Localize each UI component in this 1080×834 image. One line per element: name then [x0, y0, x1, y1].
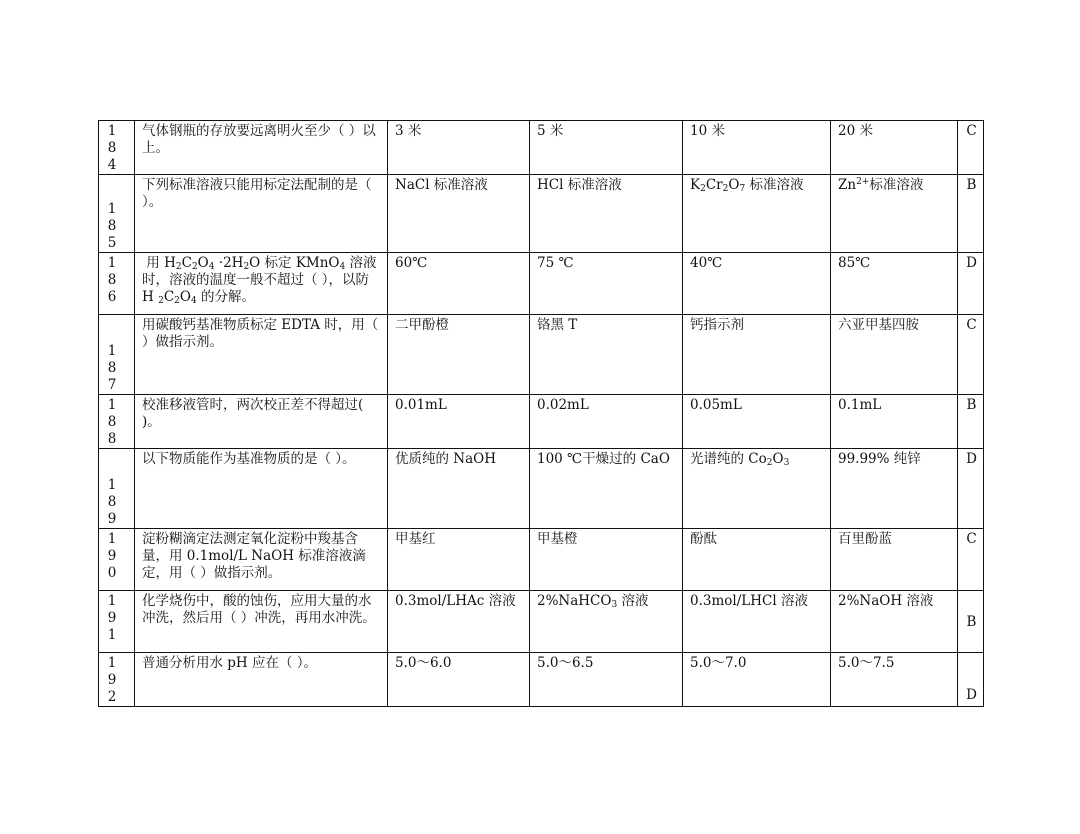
option-c: $K_2Cr_2O_7$ 标准溶液: [683, 175, 831, 253]
option-b: 75 ℃: [530, 253, 683, 315]
question-text: 普通分析用水 pH 应在（ ）。: [135, 653, 388, 707]
question-text: 化学烧伤中，酸的蚀伤，应用大量的水冲洗，然后用（ ）冲洗，再用水冲洗。: [135, 591, 388, 653]
option-d: 0.1mL: [831, 395, 958, 449]
option-b: 5.0～6.5: [530, 653, 683, 707]
option-b: 100 ℃干燥过的 CaO: [530, 449, 683, 529]
option-c: 酚酞: [683, 529, 831, 591]
option-b: 铬黑 T: [530, 315, 683, 395]
option-d: 百里酚蓝: [831, 529, 958, 591]
option-b: 0.02mL: [530, 395, 683, 449]
question-number: 189: [99, 449, 135, 529]
option-a: 5.0～6.0: [388, 653, 530, 707]
option-d: 20 米: [831, 121, 958, 175]
table-row: [99, 315, 984, 395]
question-text: 以下物质能作为基准物质的是（ ）。: [135, 449, 388, 529]
option-d: 85℃: [831, 253, 958, 315]
question-number: 190: [99, 529, 135, 591]
answer: C: [958, 121, 984, 175]
table-row: [99, 653, 984, 707]
table-row: [99, 121, 984, 175]
answer: D: [958, 253, 984, 315]
question-number: 185: [99, 175, 135, 253]
option-c: 光谱纯的 $Co_2O_3$: [683, 449, 831, 529]
question-text: 用碳酸钙基准物质标定 EDTA 时，用（ ）做指示剂。: [135, 315, 388, 395]
option-d: 99.99% 纯锌: [831, 449, 958, 529]
option-d: 六亚甲基四胺: [831, 315, 958, 395]
option-a: NaCl 标准溶液: [388, 175, 530, 253]
option-a: 60℃: [388, 253, 530, 315]
option-a: 优质纯的 NaOH: [388, 449, 530, 529]
answer: B: [958, 395, 984, 449]
table-row: [99, 529, 984, 591]
table-row: [99, 253, 984, 315]
table-row: [99, 395, 984, 449]
answer: B: [958, 591, 984, 653]
option-a: 0.3mol/LHAc 溶液: [388, 591, 530, 653]
question-number: 188: [99, 395, 135, 449]
option-b: 甲基橙: [530, 529, 683, 591]
option-a: 甲基红: [388, 529, 530, 591]
option-c: 10 米: [683, 121, 831, 175]
question-number: 187: [99, 315, 135, 395]
option-b: HCl 标准溶液: [530, 175, 683, 253]
option-c: 0.05mL: [683, 395, 831, 449]
option-b: 5 米: [530, 121, 683, 175]
option-c: 0.3mol/LHCl 溶液: [683, 591, 831, 653]
answer: C: [958, 315, 984, 395]
answer: B: [958, 175, 984, 253]
table-row: [99, 591, 984, 653]
option-a: 二甲酚橙: [388, 315, 530, 395]
question-text: 淀粉糊滴定法测定氧化淀粉中羧基含量，用 0.1mol/L NaOH 标准溶液滴定，用（ ）做指示剂。: [135, 529, 388, 591]
question-text: 气体钢瓶的存放要远离明火至少（ ）以上。: [135, 121, 388, 175]
question-text: 下列标准溶液只能用标定法配制的是（ ）。: [135, 175, 388, 253]
option-b: 2%NaHCO$_3$ 溶液: [530, 591, 683, 653]
question-number: 186: [99, 253, 135, 315]
table-row: [99, 175, 984, 253]
option-a: 3 米: [388, 121, 530, 175]
option-a: 0.01mL: [388, 395, 530, 449]
question-number: 184: [99, 121, 135, 175]
option-d: $Zn^{2+}$标准溶液: [831, 175, 958, 253]
answer: C: [958, 529, 984, 591]
question-number: 192: [99, 653, 135, 707]
option-c: 钙指示剂: [683, 315, 831, 395]
option-d: 5.0～7.5: [831, 653, 958, 707]
option-c: 5.0～7.0: [683, 653, 831, 707]
question-number: 191: [99, 591, 135, 653]
answer: D: [958, 449, 984, 529]
option-c: 40℃: [683, 253, 831, 315]
option-d: 2%NaOH 溶液: [831, 591, 958, 653]
table-row: [99, 449, 984, 529]
question-table: [98, 120, 984, 707]
question-text: 用 $H_2C_2O_4 \cdot 2H_2O$ 标定 KMnO$_4$ 溶液时，溶液的温度一般不超过（ ），以防 H $_2C_2O_4$ 的分解。: [135, 253, 388, 315]
question-text: 校准移液管时，两次校正差不得超过( )。: [135, 395, 388, 449]
answer: D: [958, 653, 984, 707]
